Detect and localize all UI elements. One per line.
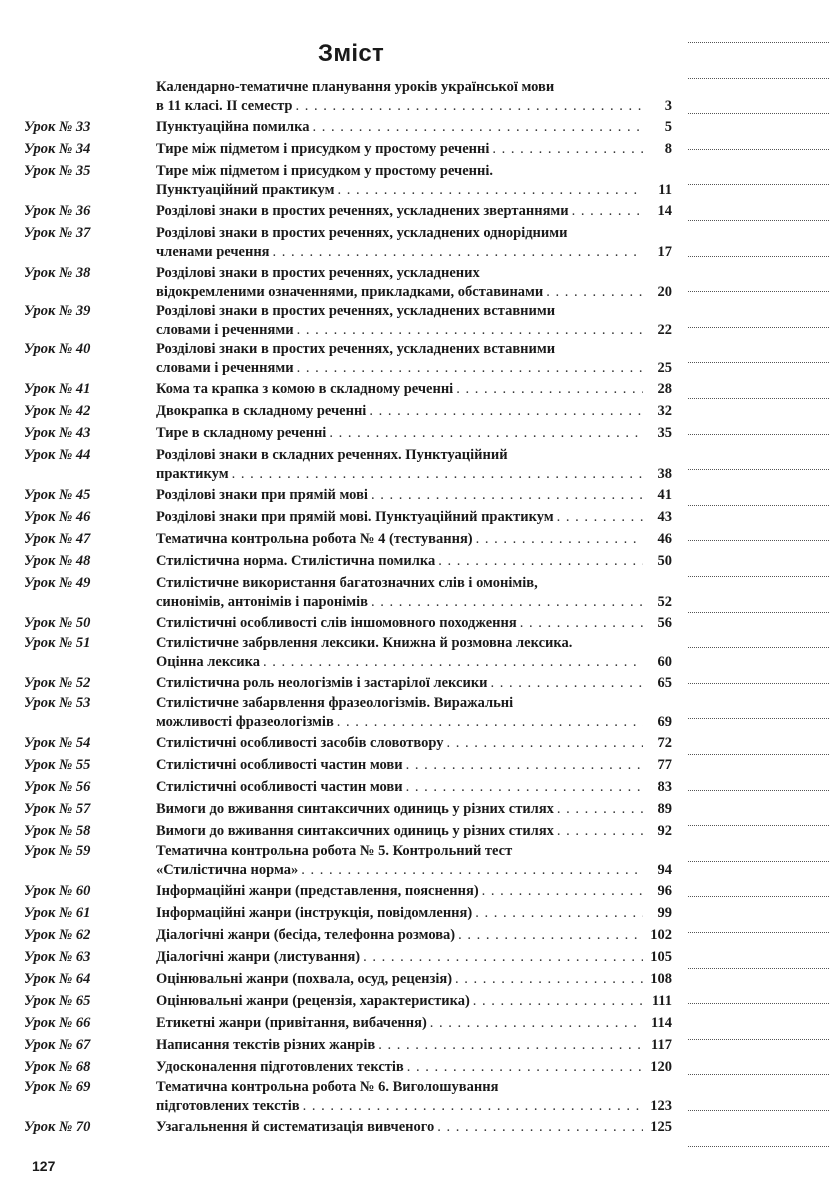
dot-leader [557,822,643,841]
lesson-number: Урок № 64 [24,971,91,987]
toc-entry-page: 43 [657,509,672,525]
toc-entry-line: практикум [156,466,229,482]
toc-entry-page: 60 [657,654,672,670]
toc-entry-line: Стилістичне забарвлення фразеологізмів. Виражальні [156,695,514,711]
dot-leader [329,424,643,443]
page-number: 127 [32,1158,56,1174]
note-line [688,718,829,719]
lesson-number: Урок № 49 [24,575,91,591]
toc-entry-line: Вимоги до вживання синтаксичних одиниць у різних стилях [156,823,554,839]
lesson-number: Урок № 37 [24,225,91,241]
toc-entry-text [156,992,672,1011]
toc-entry-line: Оцінювальні жанри (рецензія, характеристика) [156,993,470,1009]
dot-leader [338,181,644,200]
toc-entry-line: Розділові знаки в простих реченнях, ускладнених звертаннями [156,203,569,219]
toc-entry-line: Календарно-тематичне планування уроків української мови [156,79,555,95]
toc-entry-line: Написання текстів різних жанрів [156,1037,376,1053]
toc-entry-text [156,78,672,116]
toc-entry-line: Діалогічні жанри (бесіда, телефонна розмова) [156,927,456,943]
toc-entry-text [156,948,672,967]
dot-leader [301,861,643,880]
dot-leader [363,948,643,967]
toc-entry-text [156,842,672,880]
toc-entry-text [156,778,672,797]
toc-entry-line: відокремленими означеннями, прикладками, обставинами [156,284,544,300]
dot-leader [297,359,643,378]
toc-entry-line: Пунктуаційна помилка [156,119,310,135]
lesson-number: Урок № 45 [24,487,91,503]
toc-entry-line: Вимоги до вживання синтаксичних одиниць у різних стилях [156,801,554,817]
note-line [688,184,829,185]
note-line [688,1074,829,1075]
toc-entry-line: Тематична контрольна робота № 6. Виголошування [156,1079,499,1095]
toc-entry-line: членами речення [156,244,270,260]
toc-entry-page: 14 [657,203,672,219]
lesson-number: Урок № 34 [24,141,91,157]
toc-entry-page: 77 [657,757,672,773]
toc-entry-page: 72 [657,735,672,751]
toc-entry-line: Інформаційні жанри (інструкція, повідомлення) [156,905,473,921]
toc-entry-line: Двокрапка в складному реченні [156,403,367,419]
toc-entry-text [156,552,672,571]
toc-entry-text [156,530,672,549]
toc-entry-text [156,1036,672,1055]
lesson-number: Урок № 57 [24,801,91,817]
note-line [688,1110,829,1111]
toc-entry-line: Пунктуаційний практикум [156,182,335,198]
dot-leader [473,992,643,1011]
toc-entry-text [156,302,672,340]
toc-entry-text [156,140,672,159]
toc-entry-line: Розділові знаки в простих реченнях, ускладнених вставними [156,303,556,319]
note-line [688,1003,829,1004]
lesson-number: Урок № 58 [24,823,91,839]
dot-leader [232,465,643,484]
lesson-number: Урок № 52 [24,675,91,691]
toc-entry-line: Стилістичні особливості засобів словотвору [156,735,444,751]
toc-entry-line: Розділові знаки в простих реченнях, ускладнених вставними [156,341,556,357]
note-line [688,256,829,257]
toc-entry-text [156,614,672,633]
toc-entry-text [156,1058,672,1077]
toc-entry-text [156,486,672,505]
toc-entry-text [156,1014,672,1033]
toc-entry-line: Інформаційні жанри (представлення, пояснення) [156,883,479,899]
toc-entry-text [156,634,672,672]
toc-entry-line: Тире в складному реченні [156,425,327,441]
toc-entry-text [156,756,672,775]
toc-entry-page: 69 [657,714,672,730]
toc-entry-line: Розділові знаки при прямій мові [156,487,368,503]
toc-entry-page: 99 [657,905,672,921]
dot-leader [273,243,643,262]
note-line [688,790,829,791]
lesson-number: Урок № 43 [24,425,91,441]
toc-entry-page: 32 [657,403,672,419]
toc-entry-page: 105 [650,949,672,965]
note-line [688,327,829,328]
toc-entry-text [156,202,672,221]
toc-entry-page: 94 [657,862,672,878]
note-line [688,896,829,897]
toc-entry-line: Розділові знаки при прямій мові. Пунктуаційний практикум [156,509,554,525]
toc-entry-text [156,224,672,262]
toc-entry-text [156,264,672,302]
toc-entry-text [156,340,672,378]
note-line [688,825,829,826]
note-line [688,220,829,221]
dot-leader [313,118,643,137]
toc-entry-line: Діалогічні жанри (листування) [156,949,361,965]
lesson-number: Урок № 69 [24,1079,91,1095]
dot-leader [546,283,643,302]
toc-entry-text [156,926,672,945]
lesson-number: Урок № 41 [24,381,91,397]
lesson-number: Урок № 54 [24,735,91,751]
toc-entry-line: Стилістичне забрвлення лексики. Книжна й розмовна лексика. [156,635,573,651]
toc-entry-page: 20 [657,284,672,300]
dot-leader [475,904,643,923]
dot-leader [491,674,643,693]
toc-entry-page: 83 [657,779,672,795]
toc-entry-line: Удосконалення підготовлених текстів [156,1059,404,1075]
lesson-number: Урок № 63 [24,949,91,965]
toc-entry-text [156,800,672,819]
toc-entry-line: Стилістичні особливості частин мови [156,757,403,773]
note-line [688,362,829,363]
dot-leader [406,756,643,775]
lesson-number: Урок № 66 [24,1015,91,1031]
note-line [688,42,829,43]
dot-leader [297,321,643,340]
toc-entry-line: Узагальнення й систематизація вивченого [156,1119,435,1135]
toc-entry-page: 65 [657,675,672,691]
toc-entry-page: 117 [651,1037,672,1053]
lesson-number: Урок № 59 [24,843,91,859]
lesson-number: Урок № 38 [24,265,91,281]
note-line [688,754,829,755]
toc-entry-text [156,380,672,399]
toc-entry-line: «Стилістична норма» [156,862,299,878]
note-line [688,434,829,435]
toc-entry-page: 52 [657,594,672,610]
toc-entry-text [156,822,672,841]
lesson-number: Урок № 61 [24,905,91,921]
lesson-number: Урок № 40 [24,341,91,357]
dot-leader [557,800,643,819]
note-line [688,398,829,399]
lesson-number: Урок № 35 [24,163,91,179]
lesson-number: Урок № 46 [24,509,91,525]
toc-entry-line: Стилістичне використання багатозначних слів і омонімів, [156,575,538,591]
toc-entry-line: Оцінювальні жанри (похвала, осуд, рецензія) [156,971,453,987]
toc-entry-page: 11 [658,182,672,198]
note-line [688,505,829,506]
lesson-number: Урок № 53 [24,695,91,711]
toc-entry-page: 108 [650,971,672,987]
toc-entry-text [156,402,672,421]
dot-leader [437,1118,643,1137]
lesson-number: Урок № 33 [24,119,91,135]
dot-leader [378,1036,643,1055]
toc-entry-line: словами і реченнями [156,322,294,338]
lesson-number: Урок № 60 [24,883,91,899]
toc-entry-page: 89 [657,801,672,817]
toc-entry-text [156,1078,672,1116]
toc-entry-line: в 11 класі. II семестр [156,98,293,114]
note-line [688,647,829,648]
note-line [688,469,829,470]
dot-leader [520,614,643,633]
dot-leader [371,486,643,505]
toc-entry-text [156,446,672,484]
toc-entry-page: 8 [664,141,672,157]
note-line [688,1039,829,1040]
note-line [688,113,829,114]
dot-leader [492,140,643,159]
toc-entry-line: Розділові знаки в складних реченнях. Пунктуаційний [156,447,508,463]
toc-entry-page: 35 [657,425,672,441]
dot-leader [295,97,643,116]
toc-entry-line: Оцінна лексика [156,654,260,670]
dot-leader [263,653,643,672]
dot-leader [406,778,643,797]
dot-leader [455,970,643,989]
toc-entry-text [156,118,672,137]
note-line [688,149,829,150]
toc-entry-line: Стилістична роль неологізмів і застарілої лексики [156,675,488,691]
toc-entry-page: 38 [657,466,672,482]
toc-entry-page: 28 [657,381,672,397]
toc-entry-line: можливості фразеологізмів [156,714,334,730]
toc-entry-page: 25 [657,360,672,376]
lesson-number: Урок № 48 [24,553,91,569]
toc-entry-line: Тире між підметом і присудком у простому реченні [156,141,490,157]
toc-entry-page: 5 [664,119,672,135]
dot-leader [369,402,643,421]
toc-entry-text [156,734,672,753]
note-line [688,612,829,613]
toc-entry-page: 96 [657,883,672,899]
note-line [688,861,829,862]
note-line [688,1146,829,1147]
dot-leader [430,1014,643,1033]
toc-entry-text [156,882,672,901]
dot-leader [407,1058,643,1077]
toc-entry-text [156,694,672,732]
lesson-number: Урок № 65 [24,993,91,1009]
lesson-number: Урок № 42 [24,403,91,419]
toc-entry-page: 111 [651,993,672,1009]
toc-entry-page: 120 [650,1059,672,1075]
toc-entry-line: Тире між підметом і присудком у простому реченні. [156,163,494,179]
dot-leader [572,202,643,221]
toc-entry-line: Стилістичні особливості частин мови [156,779,403,795]
lesson-number: Урок № 68 [24,1059,91,1075]
note-line [688,968,829,969]
toc-entry-line: Розділові знаки в простих реченнях, ускладнених однорідними [156,225,568,241]
dot-leader [557,508,643,527]
toc-entry-page: 125 [650,1119,672,1135]
toc-entry-page: 114 [651,1015,672,1031]
toc-entry-text [156,674,672,693]
toc-entry-text [156,904,672,923]
lesson-number: Урок № 36 [24,203,91,219]
toc-entry-page: 56 [657,615,672,631]
toc-entry-line: Тематична контрольна робота № 4 (тестування) [156,531,473,547]
dot-leader [337,713,643,732]
note-line [688,576,829,577]
dot-leader [303,1097,643,1116]
toc-entry-text [156,1118,672,1137]
toc-entry-page: 46 [657,531,672,547]
toc-entry-text [156,162,672,200]
lesson-number: Урок № 39 [24,303,91,319]
toc-entry-text [156,970,672,989]
toc-entry-text [156,424,672,443]
toc-entry-line: Кома та крапка з комою в складному реченні [156,381,454,397]
toc-entry-line: словами і реченнями [156,360,294,376]
toc-entry-line: Стилістична норма. Стилістична помилка [156,553,436,569]
lesson-number: Урок № 51 [24,635,91,651]
lesson-number: Урок № 55 [24,757,91,773]
toc-entry-page: 17 [657,244,672,260]
dot-leader [447,734,643,753]
note-line [688,291,829,292]
toc-entry-line: синонімів, антонімів і паронімів [156,594,368,610]
lesson-number: Урок № 47 [24,531,91,547]
toc-entry-line: Розділові знаки в простих реченнях, ускладнених [156,265,480,281]
toc-entry-page: 41 [657,487,672,503]
lesson-number: Урок № 56 [24,779,91,795]
dot-leader [482,882,643,901]
toc-entry-line: підготовлених текстів [156,1098,300,1114]
note-line [688,932,829,933]
note-line [688,540,829,541]
toc-entry-text [156,574,672,612]
lesson-number: Урок № 50 [24,615,91,631]
dot-leader [476,530,643,549]
page-title: Зміст [318,40,385,67]
toc-entry-page: 102 [650,927,672,943]
toc-entry-page: 3 [664,98,672,114]
lesson-number: Урок № 62 [24,927,91,943]
note-line [688,78,829,79]
toc-entry-line: Етикетні жанри (привітання, вибачення) [156,1015,427,1031]
dot-leader [458,926,643,945]
lesson-number: Урок № 44 [24,447,91,463]
toc-entry-page: 123 [650,1098,672,1114]
toc-entry-page: 92 [657,823,672,839]
toc-entry-line: Тематична контрольна робота № 5. Контрольний тест [156,843,513,859]
dot-leader [438,552,643,571]
lesson-number: Урок № 67 [24,1037,91,1053]
lesson-number: Урок № 70 [24,1119,91,1135]
toc-entry-text [156,508,672,527]
toc-entry-page: 22 [657,322,672,338]
toc-entry-line: Стилістичні особливості слів іншомовного походження [156,615,517,631]
dot-leader [371,593,643,612]
toc-entry-page: 50 [657,553,672,569]
dot-leader [456,380,643,399]
note-line [688,683,829,684]
